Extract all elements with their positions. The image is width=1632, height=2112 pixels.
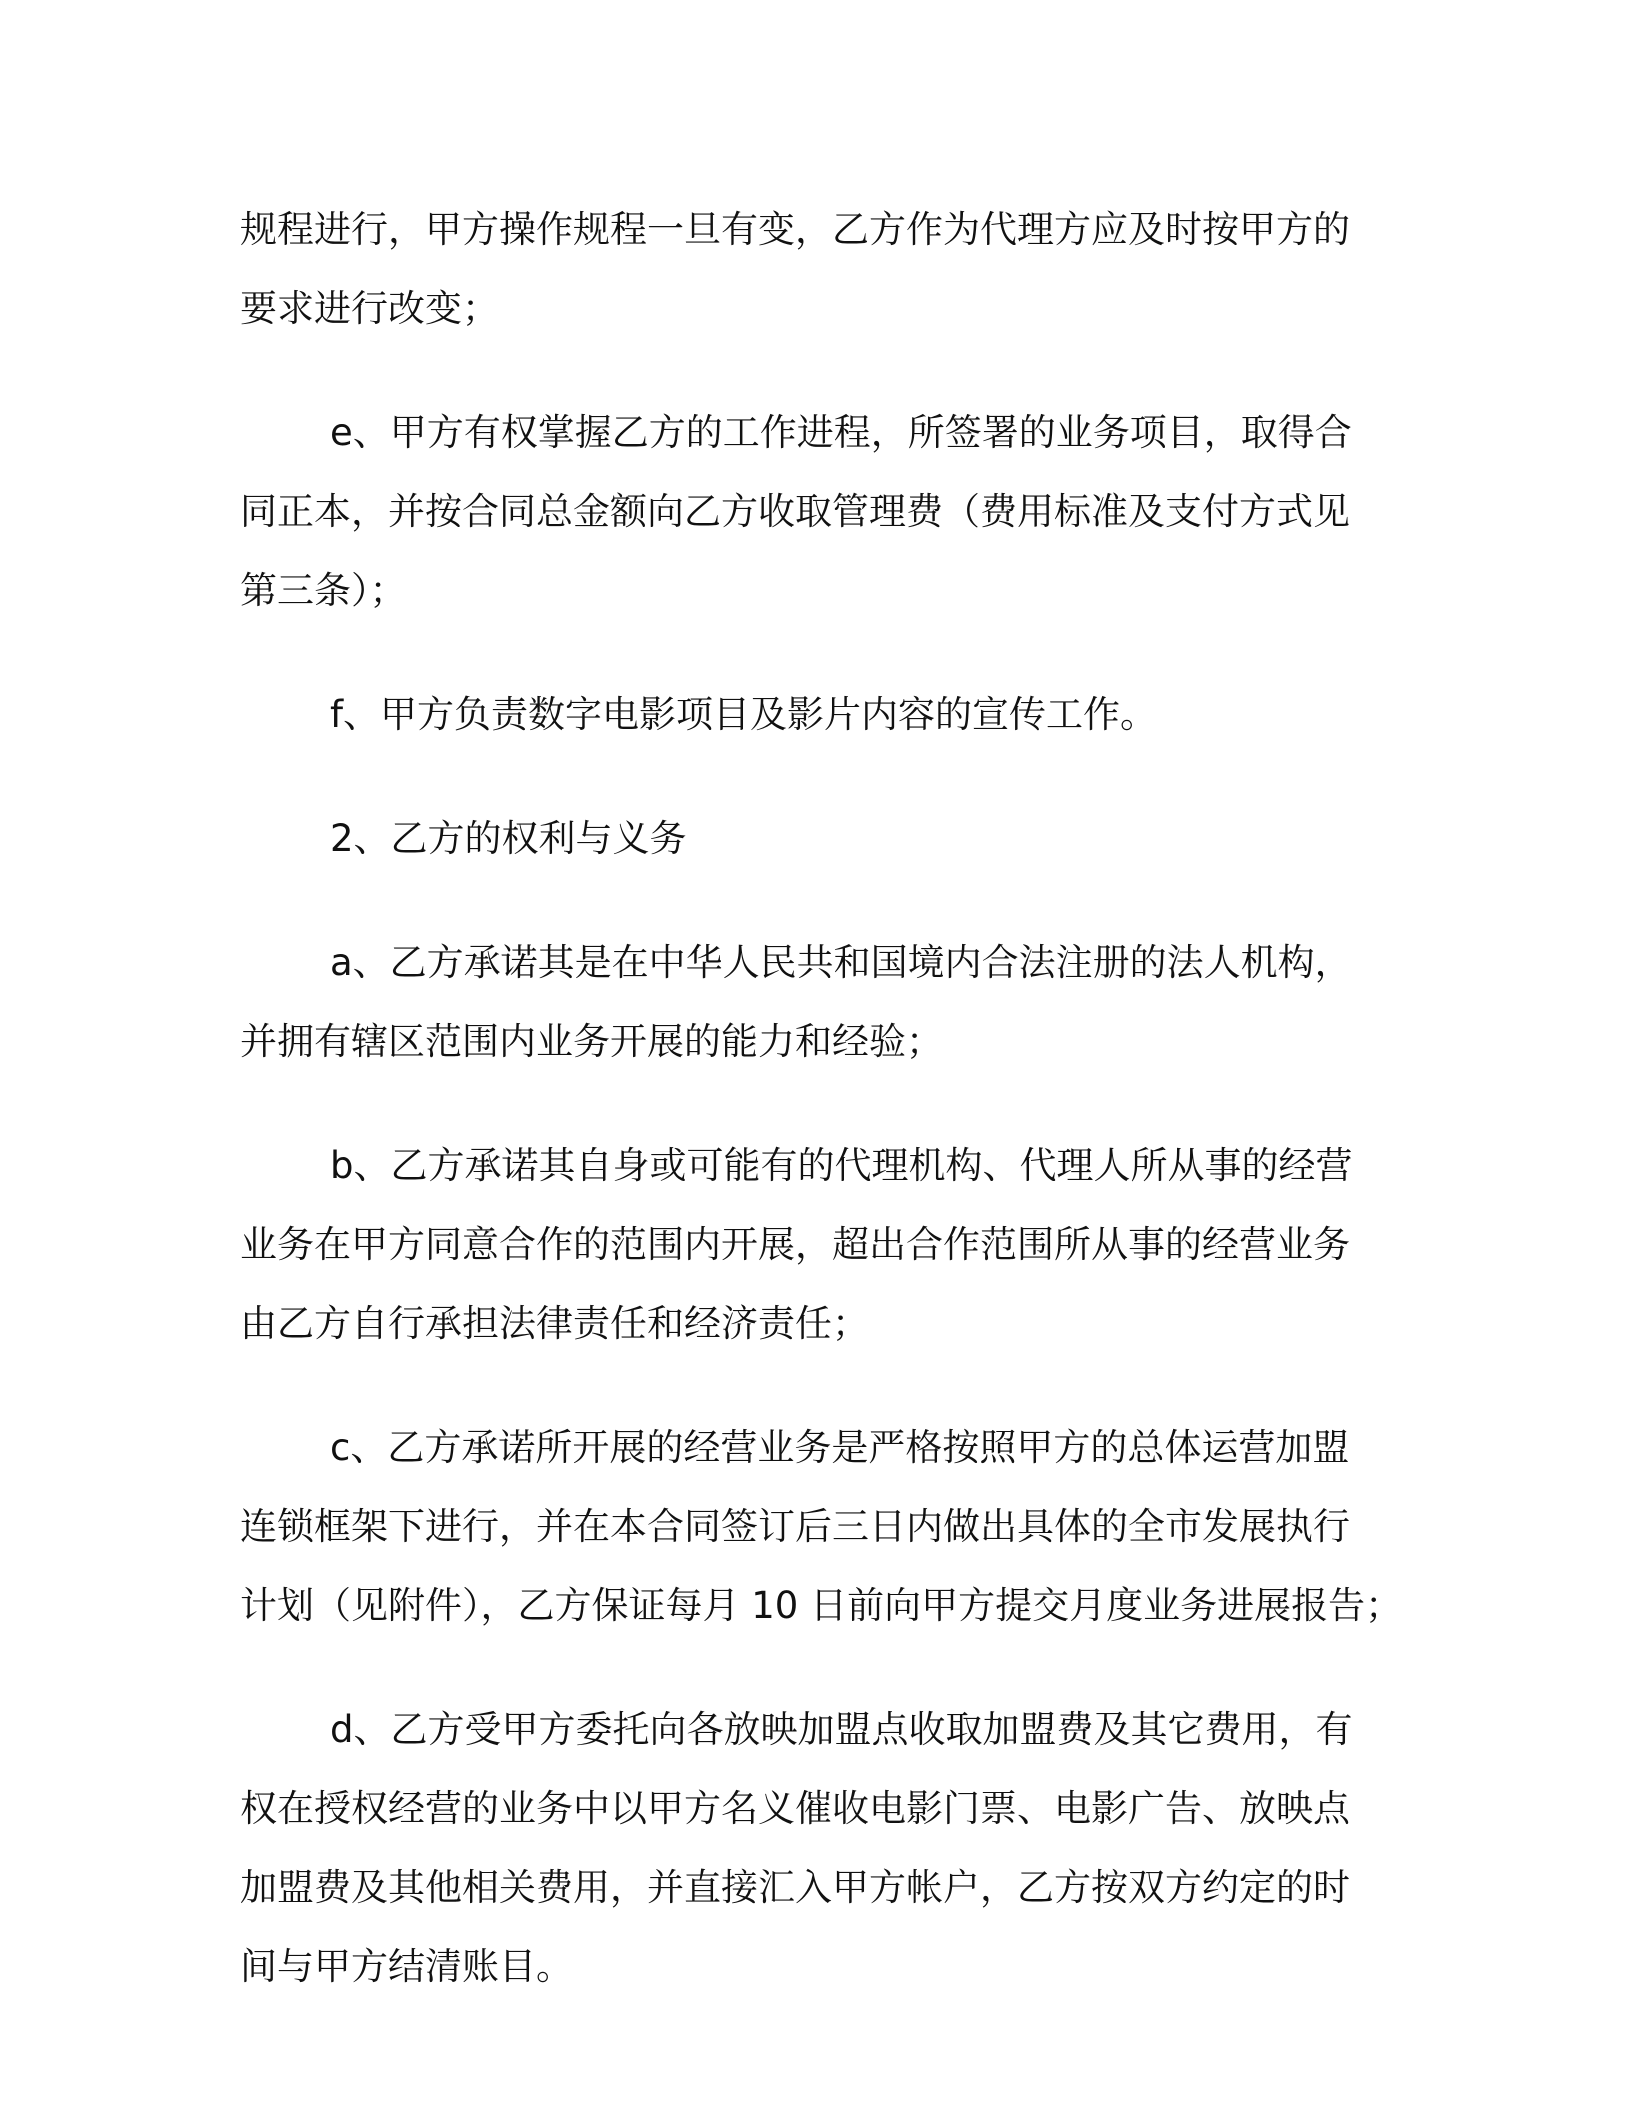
paragraph-line: b、乙方承诺其自身或可能有的代理机构、代理人所从事的经营 [330, 1144, 1353, 1187]
paragraph-line: 加盟费及其他相关费用，并直接汇入甲方帐户，乙方按双方约定的时 [240, 1866, 1350, 1909]
paragraph-line: 由乙方自行承担法律责任和经济责任； [240, 1302, 869, 1345]
paragraph-line: 业务在甲方同意合作的范围内开展，超出合作范围所从事的经营业务 [240, 1223, 1350, 1266]
paragraph-line: e、甲方有权掌握乙方的工作进程，所签署的业务项目，取得合 [330, 411, 1352, 454]
paragraph-line: 计划（见附件），乙方保证每月 10 日前向甲方提交月度业务进展报告； [240, 1584, 1403, 1627]
document-body [240, 190, 1403, 2051]
paragraph-line: f、甲方负责数字电影项目及影片内容的宣传工作。 [330, 693, 1158, 736]
paragraph [240, 1408, 1403, 1645]
paragraph [240, 393, 1400, 630]
paragraph [240, 675, 1400, 754]
paragraph-line: 权在授权经营的业务中以甲方名义催收电影门票、电影广告、放映点 [240, 1787, 1350, 1830]
paragraph-line: d、乙方受甲方委托向各放映加盟点收取加盟费及其它费用，有 [330, 1708, 1353, 1751]
paragraph-line: 要求进行改变； [240, 287, 499, 330]
paragraph-line: 间与甲方结清账目。 [240, 1945, 573, 1988]
paragraph-line: 并拥有辖区范围内业务开展的能力和经验； [240, 1020, 943, 1063]
paragraph [240, 923, 1400, 1081]
paragraph-line: 同正本，并按合同总金额向乙方收取管理费（费用标准及支付方式见 [240, 490, 1350, 533]
paragraph [240, 190, 1400, 348]
paragraph [240, 1690, 1400, 2006]
paragraph [240, 1126, 1400, 1363]
paragraph-line: c、乙方承诺所开展的经营业务是严格按照甲方的总体运营加盟 [330, 1426, 1350, 1469]
paragraph-line: 连锁框架下进行，并在本合同签订后三日内做出具体的全市发展执行 [240, 1505, 1350, 1548]
paragraph [240, 799, 1400, 878]
paragraph-line: 规程进行，甲方操作规程一旦有变，乙方作为代理方应及时按甲方的 [240, 208, 1350, 251]
paragraph-line: a、乙方承诺其是在中华人民共和国境内合法注册的法人机构， [330, 941, 1352, 984]
paragraph-line: 第三条）； [240, 569, 407, 612]
paragraph-line: 2、乙方的权利与义务 [330, 817, 687, 860]
